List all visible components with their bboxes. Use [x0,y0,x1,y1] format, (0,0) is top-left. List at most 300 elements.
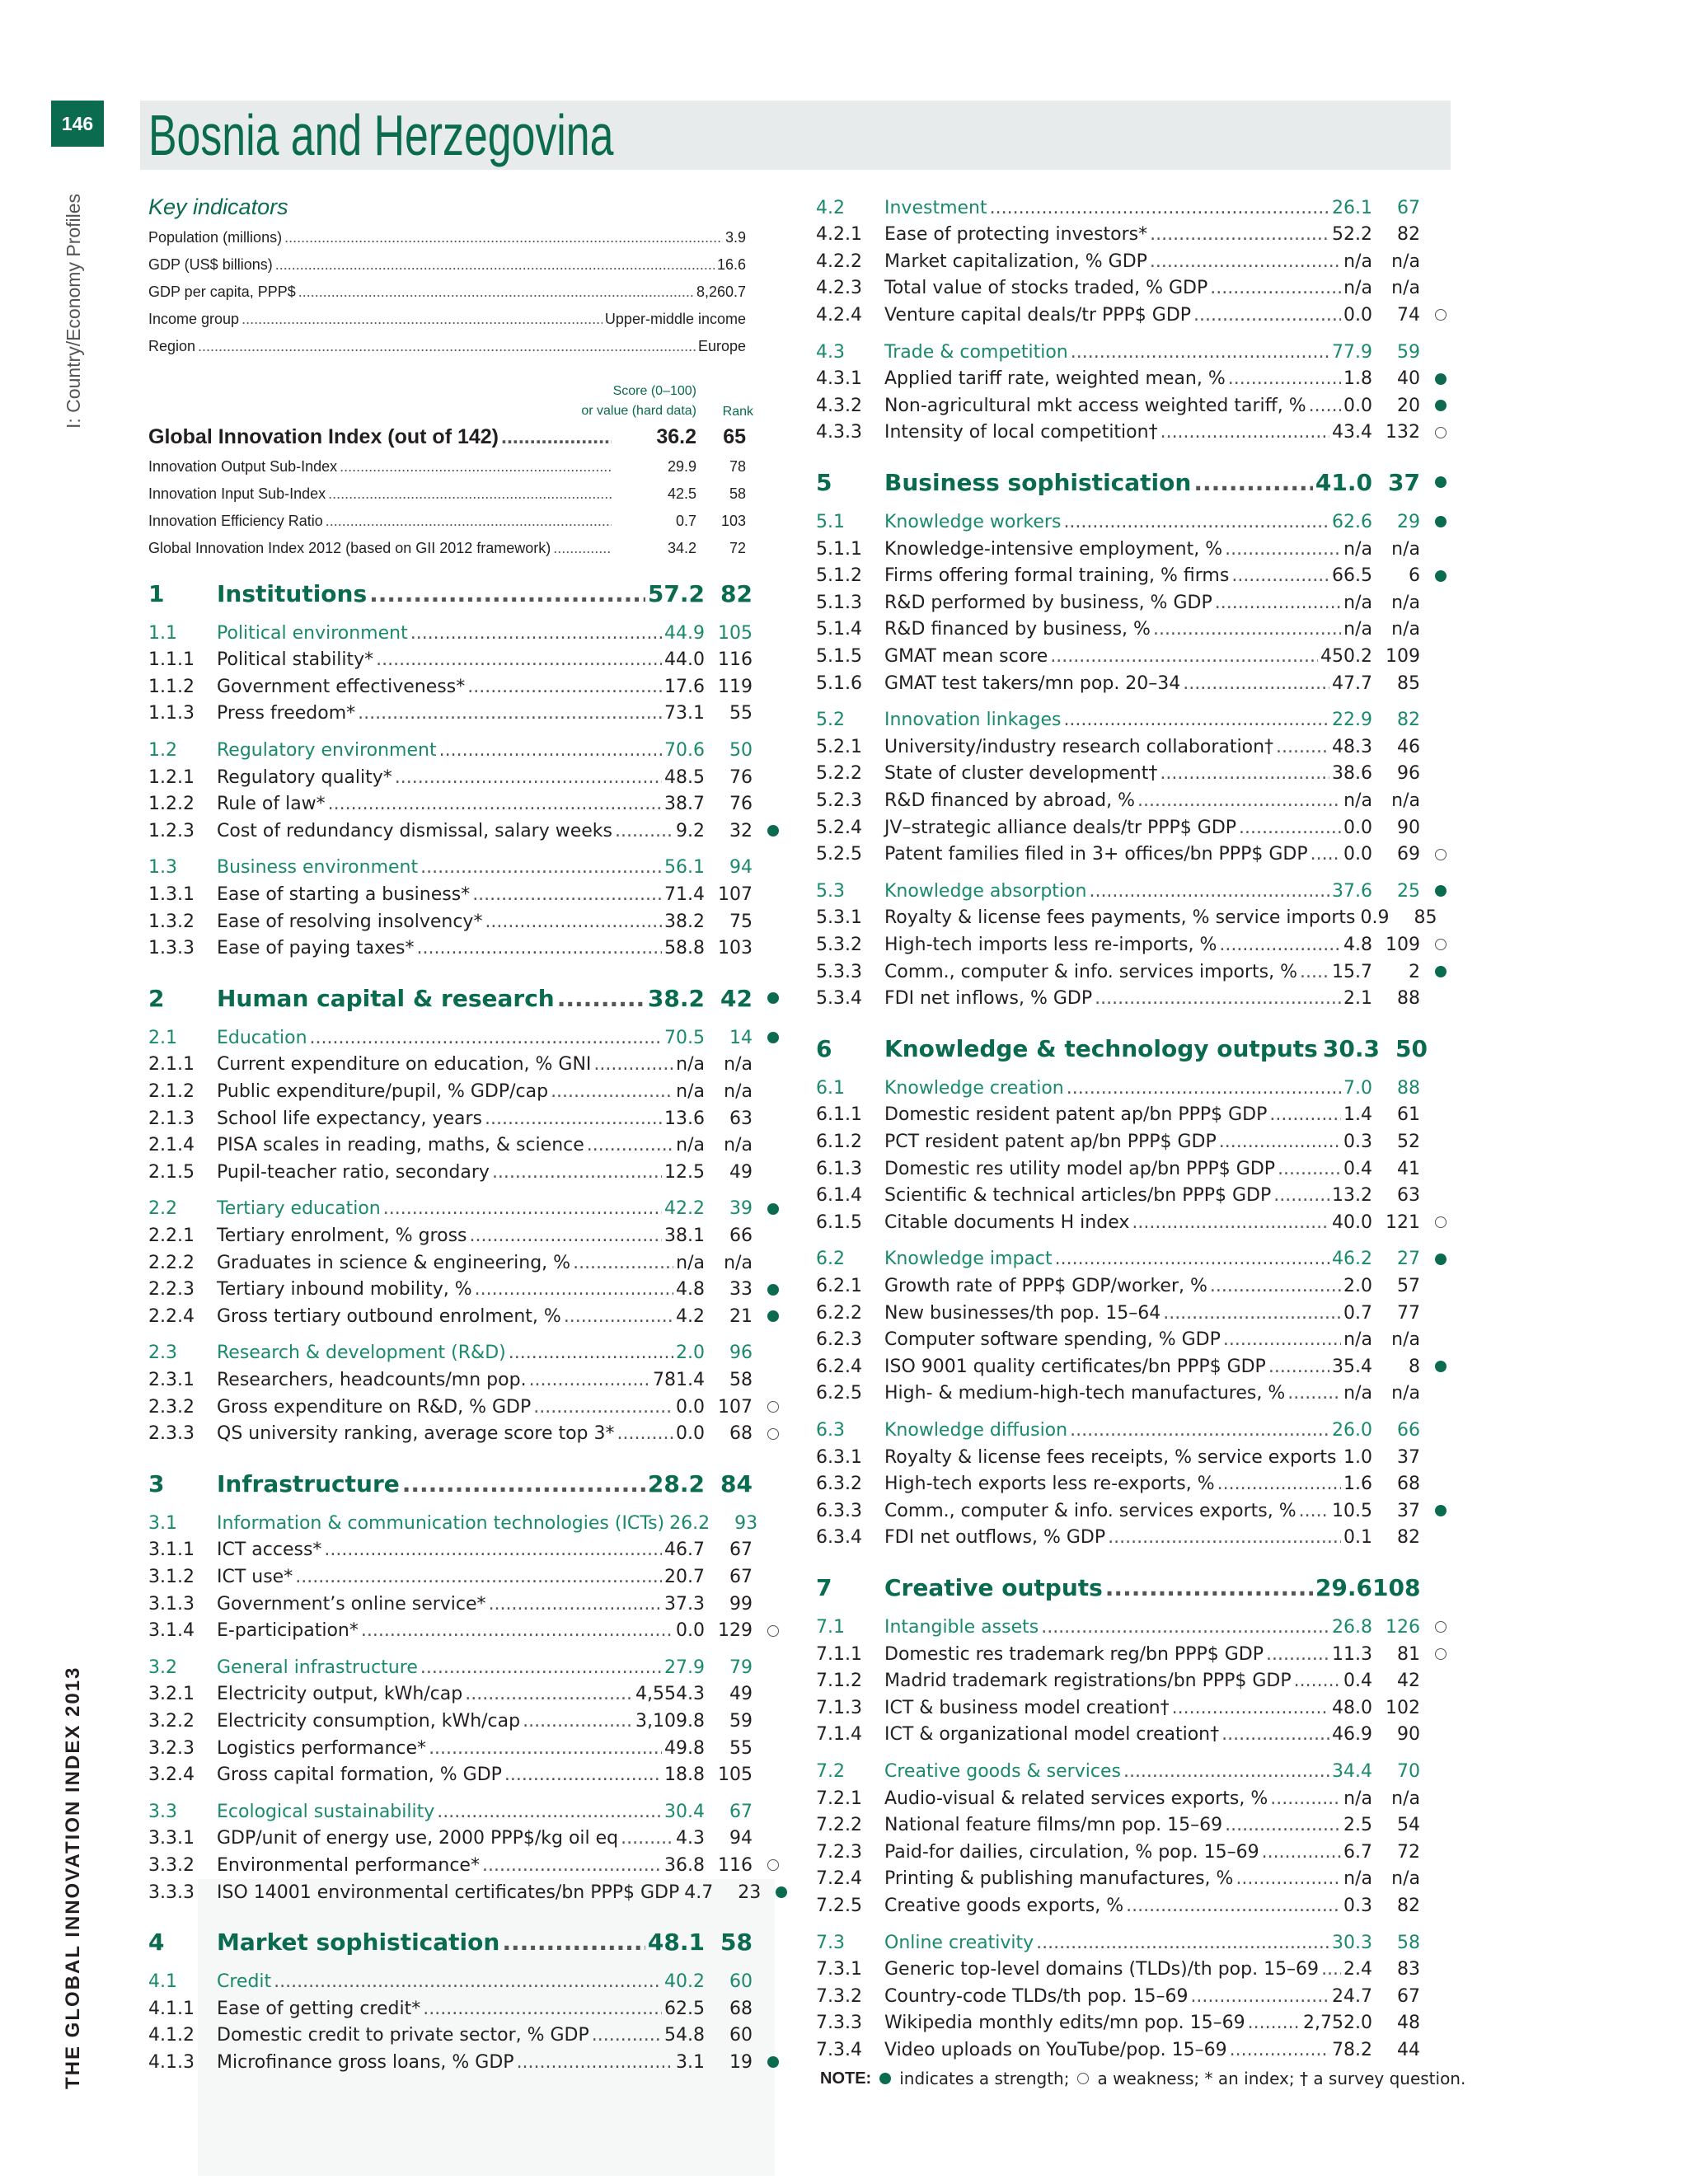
indicator-label: Press freedom* [217,703,356,724]
sub-pillar-row [148,855,779,881]
indicator-score: 30.3 [1322,1034,1380,1062]
indicator-row [816,1272,1447,1299]
indicator-label: Citable documents H index [884,1212,1130,1233]
indicator-score: 781.4 [653,1369,705,1390]
indicator-score: 0.0 [676,1423,705,1445]
indicator-score: 56.1 [664,857,705,879]
indicator-row [816,1471,1447,1497]
strength-dot-icon [1435,1505,1447,1516]
indicator-rank: n/a [1391,790,1420,811]
indicator-code: 5.2.2 [816,763,862,785]
indicator-rank: n/a [1391,1329,1420,1351]
indicator-label: Total value of stocks traded, % GDP [884,278,1208,299]
indicator-code: 4.2.3 [816,278,862,299]
indicator-rank: 46 [1397,736,1420,757]
sub-pillar-row [816,1075,1447,1101]
indicator-label: High- & medium-high-tech manufactures, % [884,1383,1286,1404]
indicator-row [148,2049,779,2075]
indicator-score: 2.4 [1343,1959,1372,1980]
indicator-score: n/a [1343,790,1372,811]
summary-rank: 65 [723,424,746,448]
indicator-rank: 60 [729,2025,753,2046]
indicator-rank: 109 [1386,645,1420,667]
indicator-code: 2 [148,984,165,1012]
sub-pillar-row [148,737,779,763]
indicator-score: 0.3 [1343,1895,1372,1916]
indicator-rank: 59 [1397,341,1420,363]
pillar-row [148,1470,779,1497]
indicator-rank: 67 [1397,1985,1420,2007]
indicator-code: 6.2.5 [816,1383,862,1404]
indicator-code: 2.3.2 [148,1396,195,1418]
indicator-score: 58.8 [664,938,705,959]
indicator-rank: 82 [720,579,753,607]
indicator-code: 4.3.3 [816,422,862,443]
indicator-score: 26.8 [1332,1616,1372,1638]
indicator-label: Intangible assets [884,1616,1039,1638]
indicator-row [148,791,779,818]
summary-label: Innovation Output Sub-Index [148,458,338,475]
indicator-code: 7.3.4 [816,2039,862,2060]
indicator-rank: 50 [1395,1034,1428,1062]
indicator-row [148,1277,779,1303]
key-indicator-row [148,279,746,306]
sub-pillar-row [148,1024,779,1051]
indicator-row [816,1694,1447,1721]
summary-row [148,535,746,562]
indicator-label: University/industry research collaboration† [884,736,1274,757]
indicator-row [148,1078,779,1104]
indicator-score: 38.1 [664,1225,705,1246]
indicator-rank: 76 [729,766,753,788]
strength-dot-icon [1435,476,1447,488]
sub-pillar-row [816,878,1447,904]
indicator-rank: 121 [1386,1212,1420,1233]
indicator-code: 1.3 [148,857,177,879]
indicator-rank: 58 [729,1369,753,1390]
indicator-row [148,2022,779,2049]
indicator-row [148,1421,779,1447]
indicator-rank: 20 [1397,395,1420,416]
indicator-row [816,1892,1447,1919]
indicator-code: 4.2.1 [816,224,862,246]
indicator-score: n/a [1343,1329,1372,1351]
indicator-score: 2,752.0 [1303,2013,1372,2034]
indicator-row [816,248,1447,274]
indicator-label: Knowledge absorption [884,880,1087,902]
indicator-rank: 68 [1397,1474,1420,1495]
indicator-label: Graduates in science & engineering, % [217,1252,571,1273]
indicator-label: Intensity of local competition† [884,422,1158,443]
indicator-label: Ease of starting a business* [217,883,471,905]
weakness-dot-icon [767,1625,779,1637]
indicator-score: 42.2 [664,1198,705,1220]
indicator-row [816,563,1447,589]
indicator-code: 1.2.3 [148,820,195,841]
key-indicator-row [148,251,746,279]
indicator-label: Knowledge impact [884,1249,1053,1270]
indicator-row [816,2036,1447,2063]
indicator-code: 6.1 [816,1077,845,1099]
indicator-row [816,787,1447,813]
indicator-label: Credit [217,1971,272,1993]
summary-row [148,508,746,535]
indicator-score: 24.7 [1332,1985,1372,2007]
summary-value: 0.7 [675,513,696,529]
indicator-row [148,1052,779,1078]
indicator-rank: 54 [1397,1815,1420,1836]
indicator-rank: 40 [1397,368,1420,390]
key-indicator-label: GDP (US$ billions) [148,256,273,273]
indicator-code: 4.3.2 [816,395,862,416]
weakness-dot-icon [1435,1621,1447,1633]
indicator-row [148,1852,779,1878]
indicator-code: 2.1 [148,1027,177,1048]
gii-score-row [148,420,746,453]
indicator-rank: 37 [1397,1446,1420,1468]
indicator-label: Ease of protecting investors* [884,224,1148,246]
indicator-rank: 82 [1397,1895,1420,1916]
indicator-label: ISO 14001 environmental certificates/bn PPP$ GDP [217,1882,680,1903]
indicator-label: Venture capital deals/tr PPP$ GDP [884,304,1192,326]
indicator-code: 7.2.3 [816,1841,862,1863]
indicator-row [816,814,1447,841]
indicator-score: n/a [1343,1788,1372,1809]
indicator-rank: 107 [718,1396,753,1418]
indicator-rank: 63 [1397,1185,1420,1207]
indicator-code: 3.1.2 [148,1566,195,1587]
indicator-row [816,905,1447,931]
indicator-score: 0.0 [1343,395,1372,416]
indicator-row [816,2010,1447,2036]
score-header [581,382,696,421]
indicator-row [148,908,779,935]
indicator-label: Trade & competition [884,341,1068,363]
indicator-row [816,1183,1447,1209]
indicator-label: Ease of getting credit* [217,1998,421,2019]
indicator-score: 4,554.3 [635,1684,705,1705]
indicator-score: 2.1 [1343,988,1372,1010]
indicator-rank: 132 [1386,422,1420,443]
indicator-label: High-tech exports less re-exports, % [884,1474,1215,1495]
summary-row [148,453,746,480]
indicator-rank: 58 [720,1929,753,1957]
indicator-label: Knowledge & technology outputs [884,1034,1318,1062]
summary-rank: 78 [729,458,746,475]
indicator-score: 450.2 [1320,645,1372,667]
indicator-label: Knowledge workers [884,511,1062,532]
indicator-label: Generic top-level domains (TLDs)/th pop. 15–69 [884,1959,1320,1980]
indicator-label: Information & communication technologies (ICTs) [217,1512,665,1534]
indicator-code: 6.1.2 [816,1131,862,1152]
side-label-section: I: Country/Economy Profiles [63,193,84,429]
indicator-rank: 67 [1397,197,1420,218]
indicator-code: 4.2 [816,197,845,218]
indicator-label: GDP/unit of energy use, 2000 PPP$/kg oil eq [217,1828,619,1849]
indicator-row [816,931,1447,958]
indicator-score: 40.0 [1332,1212,1372,1233]
indicator-score: n/a [1343,1383,1372,1404]
indicator-rank: 77 [1397,1302,1420,1324]
indicator-code: 3 [148,1469,165,1497]
indicator-label: Pupil-teacher ratio, secondary [217,1161,490,1183]
indicator-label: Current expenditure on education, % GNI [217,1054,592,1076]
indicator-row [816,302,1447,328]
indicator-code: 3.2.2 [148,1710,195,1732]
indicator-rank: 93 [734,1512,758,1534]
key-indicator-value: Europe [697,338,746,354]
indicator-rank: 66 [729,1225,753,1246]
indicator-label: Paid-for dailies, circulation, % pop. 15–69 [884,1841,1259,1863]
indicator-score: 62.5 [664,1998,705,2019]
indicator-row [816,616,1447,643]
indicator-label: Domestic res utility model ap/bn PPP$ GDP [884,1158,1276,1179]
indicator-rank: 74 [1397,304,1420,326]
indicator-rank: 23 [738,1882,762,1903]
indicator-row [148,701,779,727]
indicator-rank: 55 [729,703,753,724]
key-indicator-value: 3.9 [724,229,746,246]
indicator-rank: 58 [1397,1932,1420,1953]
pillar-row [816,1574,1447,1601]
indicator-rank: 76 [729,794,753,815]
indicator-label: Government effectiveness* [217,676,466,697]
indicator-rank: 8 [1409,1356,1420,1377]
indicator-label: Creative goods exports, % [884,1895,1124,1916]
indicator-code: 2.3.1 [148,1369,195,1390]
indicator-label: E-participation* [217,1620,359,1642]
indicator-rank: 102 [1386,1697,1420,1718]
indicator-rank: n/a [724,1252,753,1273]
indicator-label: Ecological sustainability [217,1801,435,1822]
indicator-code: 7.2.1 [816,1788,862,1809]
indicator-code: 6.1.1 [816,1104,862,1126]
indicator-code: 4 [148,1929,165,1957]
key-indicators-heading: Key indicators [148,194,288,219]
indicator-rank: 116 [718,649,753,671]
indicator-label: Electricity consumption, kWh/cap [217,1710,521,1732]
indicator-label: FDI net outflows, % GDP [884,1527,1106,1549]
indicator-row [816,1209,1447,1235]
indicator-rank: 32 [729,820,753,841]
indicator-rank: n/a [724,1054,753,1076]
indicator-rank: 44 [1397,2039,1420,2060]
indicator-rank: 67 [729,1566,753,1587]
indicator-rank: 75 [729,911,753,932]
indicator-label: R&D performed by business, % GDP [884,592,1212,613]
indicator-code: 4.2.4 [816,304,862,326]
indicator-row [816,1668,1447,1694]
indicator-code: 7.3.1 [816,1959,862,1980]
indicator-row [816,222,1447,248]
indicator-label: Political environment [217,622,408,644]
sub-pillar-row [816,339,1447,365]
indicator-code: 6.2.2 [816,1302,862,1324]
indicator-label: Rule of law* [217,794,326,815]
indicator-score: 7.0 [1343,1077,1372,1099]
indicator-code: 3.2.1 [148,1684,195,1705]
indicator-label: Gross capital formation, % GDP [217,1765,502,1786]
score-header-line2: or value (hard data) [581,404,696,418]
pillar-row [816,1035,1447,1062]
indicator-rank: 68 [729,1998,753,2019]
indicator-rank: 48 [1397,2013,1420,2034]
indicator-code: 1.2 [148,739,177,761]
indicator-score: 27.9 [664,1657,705,1678]
indicator-score: 13.2 [1332,1185,1372,1207]
indicator-row [816,1444,1447,1470]
indicator-row [816,536,1447,562]
strength-dot-icon [1435,373,1447,385]
indicator-row [148,1303,779,1329]
indicator-score: 29.6 [1315,1573,1372,1601]
indicator-row [148,1762,779,1788]
indicator-code: 6.3.4 [816,1527,862,1549]
indicator-code: 5.2 [816,710,845,731]
indicator-label: National feature films/mn pop. 15–69 [884,1815,1223,1836]
indicator-label: Comm., computer & info. services imports, % [884,961,1298,982]
indicator-score: 70.6 [664,739,705,761]
indicator-code: 5.3.4 [816,988,862,1010]
indicator-score: 30.3 [1332,1932,1372,1953]
indicator-rank: 107 [718,883,753,905]
indicator-code: 5.2.5 [816,844,862,865]
indicator-code: 5.1.1 [816,538,862,560]
strength-dot-icon [1435,966,1447,977]
strength-dot-icon [767,992,779,1004]
indicator-label: PISA scales in reading, maths, & science [217,1135,584,1156]
indicator-code: 1.2.2 [148,794,195,815]
indicator-label: GMAT test takers/mn pop. 20–34 [884,673,1181,694]
sub-pillar-row [816,1758,1447,1784]
indicator-label: ISO 9001 quality certificates/bn PPP$ GDP [884,1356,1266,1377]
indicator-label: Market capitalization, % GDP [884,251,1147,272]
indicator-row [816,589,1447,616]
indicator-score: 48.3 [1332,736,1372,757]
indicator-score: 43.4 [1332,422,1372,443]
indicator-score: 10.5 [1332,1500,1372,1521]
indicator-score: 4.8 [676,1279,705,1301]
indicator-code: 3.3.2 [148,1854,195,1876]
indicator-code: 6.2.3 [816,1329,862,1351]
summary-rank: 58 [729,485,746,502]
indicator-score: 49.8 [664,1737,705,1759]
indicator-score: 57.2 [647,579,705,607]
indicator-rank: 42 [720,984,753,1012]
page-number: 146 [51,101,104,147]
indicator-label: Government’s online service* [217,1593,486,1615]
indicator-score: 0.7 [1343,1302,1372,1324]
indicator-code: 5.3.2 [816,934,862,955]
indicator-label: Growth rate of PPP$ GDP/worker, % [884,1275,1207,1296]
indicator-code: 5.2.1 [816,736,862,757]
summary-label: Global Innovation Index 2012 (based on GII 2012 framework) [148,540,551,556]
key-indicator-label: Region [148,338,196,354]
indicator-row [816,1812,1447,1839]
indicator-label: Country-code TLDs/th pop. 15–69 [884,1985,1189,2007]
indicator-code: 1.2.1 [148,766,195,788]
indicator-score: 15.7 [1332,961,1372,982]
indicator-rank: 88 [1397,988,1420,1010]
indicator-row [816,1327,1447,1353]
indicator-code: 7.1.1 [816,1643,862,1665]
indicator-label: Tertiary education [217,1198,381,1220]
indicator-code: 7.2 [816,1760,845,1782]
indicator-code: 4.1 [148,1971,177,1993]
indicator-row [816,1641,1447,1667]
pillar-row [148,985,779,1011]
indicator-label: Applied tariff rate, weighted mean, % [884,368,1226,390]
sub-pillar-row [148,620,779,646]
indicator-code: 5.1.4 [816,619,862,640]
indicator-code: 6.1.4 [816,1185,862,1207]
indicator-row [816,1155,1447,1182]
indicator-code: 4.3.1 [816,368,862,390]
strength-dot-icon [767,825,779,837]
indicator-code: 7 [816,1573,832,1601]
indicator-row [148,1618,779,1644]
indicator-label: State of cluster development† [884,763,1158,785]
indicator-score: 0.0 [676,1396,705,1418]
sub-pillar-row [148,1798,779,1825]
indicator-label: Knowledge creation [884,1077,1064,1099]
pillar-row [148,580,779,607]
indicator-label: Human capital & research [217,984,555,1012]
key-indicator-row [148,306,746,333]
summary-table [148,420,746,562]
summary-rank: 72 [729,540,746,556]
indicator-rank: 49 [729,1684,753,1705]
indicator-score: 78.2 [1332,2039,1372,2060]
indicator-label: Online creativity [884,1932,1034,1953]
indicator-score: 2.0 [676,1343,705,1364]
indicator-score: 1.8 [1343,368,1372,390]
indicator-rank: 96 [1397,763,1420,785]
indicator-code: 4.1.3 [148,2051,195,2073]
indicator-code: 2.3 [148,1343,177,1364]
indicator-code: 4.3 [816,341,845,363]
weakness-dot-icon [767,1859,779,1871]
indicator-score: 0.9 [1360,907,1390,929]
indicator-score: 35.4 [1332,1356,1372,1377]
indicator-label: Environmental performance* [217,1854,480,1876]
indicator-rank: 67 [729,1801,753,1822]
indicator-row [816,643,1447,669]
indicator-score: 1.4 [1343,1104,1372,1126]
indicator-label: Logistics performance* [217,1737,427,1759]
indicator-code: 3.1.1 [148,1540,195,1561]
indicator-row [816,1866,1447,1892]
indicator-rank: 39 [729,1198,753,1220]
indicator-code: 5.3.1 [816,907,862,929]
indicator-label: Royalty & license fees payments, % service imports [884,907,1356,929]
indicator-label: Business sophistication [884,468,1192,496]
pillar-row [816,469,1447,495]
strength-dot-icon [1435,570,1447,582]
indicator-row [816,1353,1447,1380]
indicator-label: Public expenditure/pupil, % GDP/cap [217,1080,549,1102]
indicator-code: 7.1.2 [816,1671,862,1692]
indicator-row [816,1839,1447,1865]
indicator-rank: 90 [1397,1724,1420,1746]
indicator-score: 2.5 [1343,1815,1372,1836]
page-title: Bosnia and Herzegovina [148,103,614,167]
indicator-score: 18.8 [664,1765,705,1786]
strength-dot-icon [767,2056,779,2068]
indicator-score: 20.7 [664,1566,705,1587]
indicator-score: 44.0 [664,649,705,671]
indicator-row [148,1132,779,1159]
